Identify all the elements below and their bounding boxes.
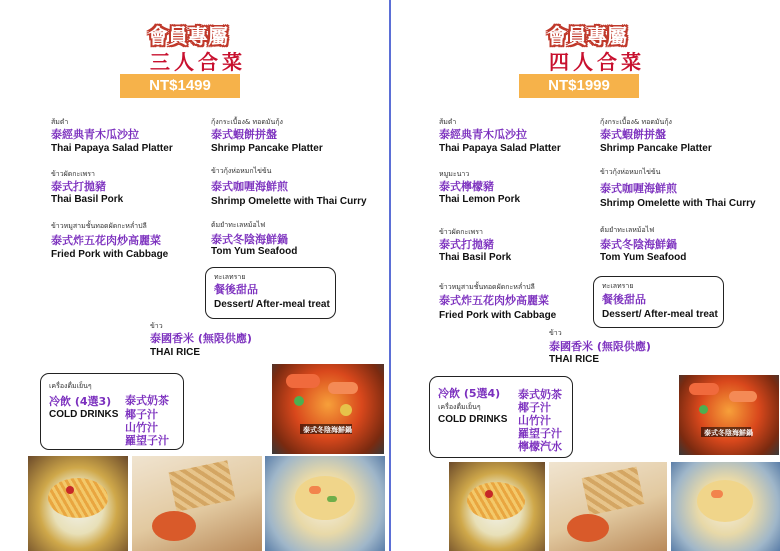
item-english: Fried Pork with Cabbage (51, 249, 169, 260)
item-thai: ต้มยำทะเลหม้อไฟ (600, 226, 655, 234)
item-english: Tom Yum Seafood (211, 246, 298, 257)
drink-option: 泰式奶茶 (125, 394, 169, 407)
item-thai: ข้าวหมูสามชั้นทอดผัดกะหล่ำปลี (439, 283, 535, 291)
drinks-box (429, 376, 573, 458)
rice-thai: ข้าว (549, 329, 562, 337)
dessert-box (205, 267, 336, 319)
drink-option: 椰子汁 (125, 408, 158, 421)
item-thai: กุ้งกระเบื้อง& ทอดมันกุ้ง (600, 118, 672, 126)
curry-omelette-photo (265, 456, 385, 551)
drink-option: 椰子汁 (518, 401, 551, 414)
item-english: Shrimp Pancake Platter (600, 143, 712, 154)
item-english: Shrimp Omelette with Thai Curry (600, 198, 756, 209)
rice-thai: ข้าว (150, 322, 163, 330)
item-chinese: 泰式打拋豬 (439, 238, 494, 251)
rice-chinese: 泰國香米 (無限供應) (549, 340, 651, 353)
drinks-thai: เครื่องดื่มเย็นๆ (438, 403, 481, 411)
drinks-english: COLD DRINKS (438, 414, 508, 425)
drink-option: 山竹汁 (125, 421, 158, 434)
dessert-chinese: 餐後甜品 (214, 283, 258, 296)
papaya-salad-photo (449, 462, 545, 551)
item-english: Shrimp Pancake Platter (211, 143, 323, 154)
item-thai: ต้มยำทะเลหม้อไฟ (211, 221, 266, 229)
item-chinese: 泰式冬陰海鮮鍋 (600, 238, 677, 251)
item-thai: ข้าวผัดกะเพรา (439, 228, 483, 236)
item-chinese: 泰式檸檬豬 (439, 180, 494, 193)
item-chinese: 泰式打拋豬 (51, 180, 106, 193)
item-english: Thai Basil Pork (439, 252, 512, 263)
photo-caption: 泰式冬陰海鮮鍋 (303, 426, 352, 434)
item-chinese: 泰式冬陰海鮮鍋 (211, 233, 288, 246)
curry-omelette-photo (671, 462, 780, 551)
item-english: Thai Lemon Pork (439, 194, 521, 205)
drinks-thai: เครื่องดื่มเย็นๆ (49, 382, 92, 390)
price-band: NT$1999 (519, 74, 639, 98)
drinks-chinese: 冷飲 (4選3) (49, 395, 112, 408)
item-thai: กุ้งกระเบื้อง& ทอดมันกุ้ง (211, 118, 283, 126)
menu-panel-three-person (0, 0, 389, 551)
item-english: Shrimp Omelette with Thai Curry (211, 196, 367, 207)
rice-english: THAI RICE (549, 354, 599, 365)
item-thai: ส้มตำ (51, 118, 69, 126)
item-chinese: 泰式炸五花肉炒高麗菜 (439, 294, 549, 307)
drink-option: 泰式奶茶 (518, 388, 562, 401)
dessert-chinese: 餐後甜品 (602, 293, 646, 306)
item-english: Thai Papaya Salad Platter (51, 143, 173, 154)
item-chinese: 泰式蝦餅拼盤 (600, 128, 666, 141)
dessert-thai: ทะเลทราย (602, 282, 634, 290)
item-thai: หมูมะนาว (439, 170, 470, 178)
item-thai: ข้าวผัดกะเพรา (51, 170, 95, 178)
set-menu-title: 三人合菜 (150, 50, 246, 74)
papaya-salad-photo (28, 456, 128, 551)
menu-panel-four-person (391, 0, 780, 551)
dessert-english: Dessert/ After-meal treat (214, 299, 330, 310)
drinks-box (40, 373, 184, 450)
drink-option: 山竹汁 (518, 414, 551, 427)
item-chinese: 泰式蝦餅拼盤 (211, 128, 277, 141)
drink-option: 羅望子汁 (518, 427, 562, 440)
item-chinese: 泰式咖喱海鮮煎 (211, 180, 288, 193)
rice-english: THAI RICE (150, 347, 200, 358)
item-thai: ข้าวกุ้งห่อหมกไข่ข้น (600, 168, 661, 176)
price-band: NT$1499 (120, 74, 240, 98)
tom-yum-photo (272, 364, 384, 454)
item-english: Fried Pork with Cabbage (439, 310, 557, 321)
shrimp-pancake-photo (132, 456, 262, 551)
drink-option: 檸檬汽水 (518, 440, 562, 453)
item-chinese: 泰式炸五花肉炒高麗菜 (51, 234, 161, 247)
tom-yum-photo (679, 375, 779, 455)
rice-chinese: 泰國香米 (無限供應) (150, 332, 252, 345)
item-chinese: 泰經典青木瓜沙拉 (439, 128, 527, 141)
item-thai: ส้มตำ (439, 118, 457, 126)
drinks-chinese: 冷飲 (5選4) (438, 387, 501, 400)
item-thai: ข้าวกุ้งห่อหมกไข่ข้น (211, 167, 272, 175)
item-english: Thai Papaya Salad Platter (439, 143, 561, 154)
item-thai: ข้าวหมูสามชั้นทอดผัดกะหล่ำปลี (51, 222, 147, 230)
dessert-thai: ทะเลทราย (214, 273, 246, 281)
drinks-english: COLD DRINKS (49, 409, 119, 420)
dessert-box (593, 276, 724, 328)
member-exclusive-title: 會員專屬 (547, 24, 627, 48)
member-exclusive-title: 會員專屬 (148, 24, 228, 48)
item-chinese: 泰式咖喱海鮮煎 (600, 182, 677, 195)
shrimp-pancake-photo (549, 462, 667, 551)
photo-caption: 泰式冬陰海鮮鍋 (704, 429, 753, 437)
drink-option: 羅望子汁 (125, 434, 169, 447)
dessert-english: Dessert/ After-meal treat (602, 309, 718, 320)
set-menu-title: 四人合菜 (549, 50, 645, 74)
item-english: Thai Basil Pork (51, 194, 124, 205)
item-chinese: 泰經典青木瓜沙拉 (51, 128, 139, 141)
item-english: Tom Yum Seafood (600, 252, 687, 263)
